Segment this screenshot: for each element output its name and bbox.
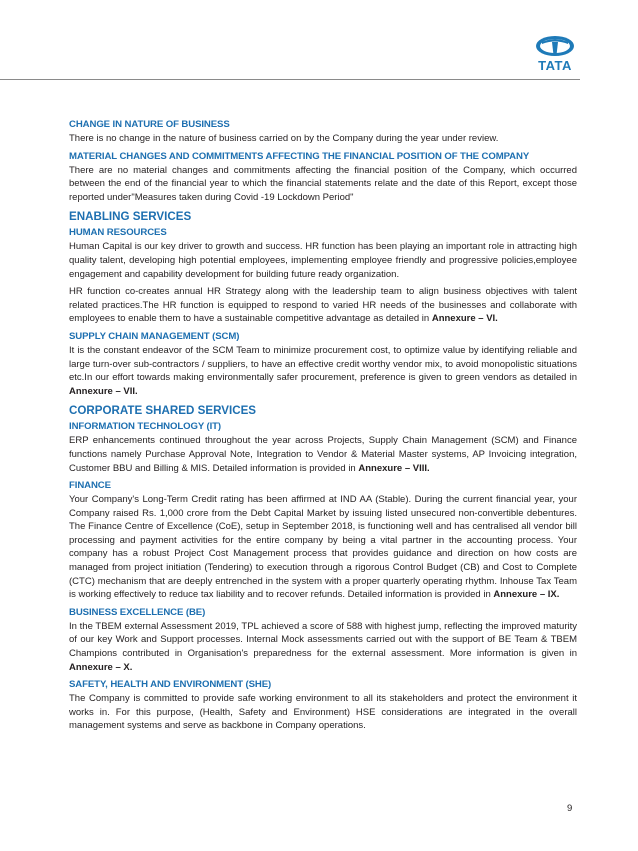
tata-logo xyxy=(533,35,577,75)
para-finance-text: Your Company's Long-Term Credit rating has been affirmed at IND AA (Stable). During the current financial year, your Company raised Rs. 1,000 crore from the Debt Capital Market by issuing listed unsecured non-convertible debentures. The Finance Centre of Excellence (CoE), setup in September 2018, is functioning well and has centralised all vendor bill processing and payment activities for the entire company by being a vital partner in the accounting process. Your company has a robust Project Cost Management process that provides guidance and direction on how costs are managed from project initiation (Tendering) to execution through a rigorous Control Budget (CB) and Cost to Complete (CTC) mechanism that are deeply entrenched in the system with a proper quarterly operating rhythm. Inhouse Tax Team is working effectively to reduce tax liability and to recover refunds. Detailed information is provided in xyxy=(69,494,577,601)
para-she: The Company is committed to provide safe working environment to all its stakeholders and protect the environment it works in. For this purpose, (Health, Safety and Environment) HSE considerations are integrated in the overall management systems and serve as backbone in Company operations. xyxy=(69,693,577,732)
header-rule xyxy=(0,79,580,80)
para-scm-text: It is the constant endeavor of the SCM Team to minimize procurement cost, to optimize value by identifying reliable and large turn-over sub-contractors / suppliers, to have an effective credit worthy vendor mix, to avoid monopolistic situations etc.In our effort towards making environmentally safer procurement, preference is given to green vendors as detailed in xyxy=(69,344,577,384)
tata-emblem-icon xyxy=(533,35,577,57)
heading-change-nature: CHANGE IN NATURE OF BUSINESS xyxy=(69,119,230,130)
para-material-changes: There are no material changes and commitments affecting the financial position of the Company, which occurred between the end of the financial year to which the financial statements relate and the date of this Report, except those reported under"Measures taken during Covid -19 Lockdown Period" xyxy=(69,164,577,203)
para-scm xyxy=(69,344,577,398)
para-it-text: ERP enhancements continued throughout the year across Projects, Supply Chain Management (SCM) and Finance functions namely Purchase Approval Note, Integration to Vendor & Material Master systems, AP Invoicing integration, Customer BBU and Billing & MIS. Detailed information is provided in xyxy=(69,435,577,474)
heading-scm: SUPPLY CHAIN MANAGEMENT (SCM) xyxy=(69,330,240,342)
annexure-viii-ref: Annexure – VIII. xyxy=(358,462,430,474)
annexure-ix-ref: Annexure – IX. xyxy=(493,589,560,601)
heading-it: INFORMATION TECHNOLOGY (IT) xyxy=(69,421,222,433)
page-number: 9 xyxy=(567,803,573,814)
heading-human-resources: HUMAN RESOURCES xyxy=(69,227,167,239)
para-hr-1: Human Capital is our key driver to growth and success. HR function has been playing an important role in attracting high quality talent, developing high potential employees, implementing employee friendly and progressive policies,employee engagement and capability development for building future ready organization. xyxy=(69,241,577,280)
para-hr-2-text: HR function co-creates annual HR Strategy along with the leadership team to align business objectives with talent related practices.The HR function is equipped to respond to varied HR needs of the businesses and collaborate with employees to enable them to have a sustainable competitive advantage as detailed in xyxy=(69,286,577,325)
heading-enabling-services: ENABLING SERVICES xyxy=(69,210,192,224)
heading-business-excellence: BUSINESS EXCELLENCE (BE) xyxy=(69,606,206,618)
heading-corporate-shared-services: CORPORATE SHARED SERVICES xyxy=(69,404,257,418)
heading-material-changes: MATERIAL CHANGES AND COMMITMENTS AFFECTING THE FINANCIAL POSITION OF THE COMPANY xyxy=(69,150,530,162)
para-be-text: In the TBEM external Assessment 2019, TPL achieved a score of 588 with highest jump, reflecting the improved maturity of our key Work and Support processes. Internal Mock assessments carried out with the support of BE Team & TBEM Champions contributed in Organisation's preparedness for the external assessment. More information is given in xyxy=(69,620,577,660)
annexure-x-ref: Annexure – X. xyxy=(69,661,133,673)
annexure-vii-ref: Annexure – VII. xyxy=(69,385,138,397)
heading-she: SAFETY, HEALTH AND ENVIRONMENT (SHE) xyxy=(69,679,272,691)
tata-wordmark: TATA xyxy=(538,58,572,73)
para-hr-2 xyxy=(69,285,577,326)
para-business-excellence xyxy=(69,620,577,674)
annexure-vi-ref: Annexure – VI. xyxy=(431,313,498,325)
page-content xyxy=(69,118,577,737)
para-it xyxy=(69,434,577,475)
para-change-nature: There is no change in the nature of business carried on by the Company during the year under review. xyxy=(69,133,499,144)
heading-finance: FINANCE xyxy=(69,480,111,492)
para-finance xyxy=(69,493,577,602)
